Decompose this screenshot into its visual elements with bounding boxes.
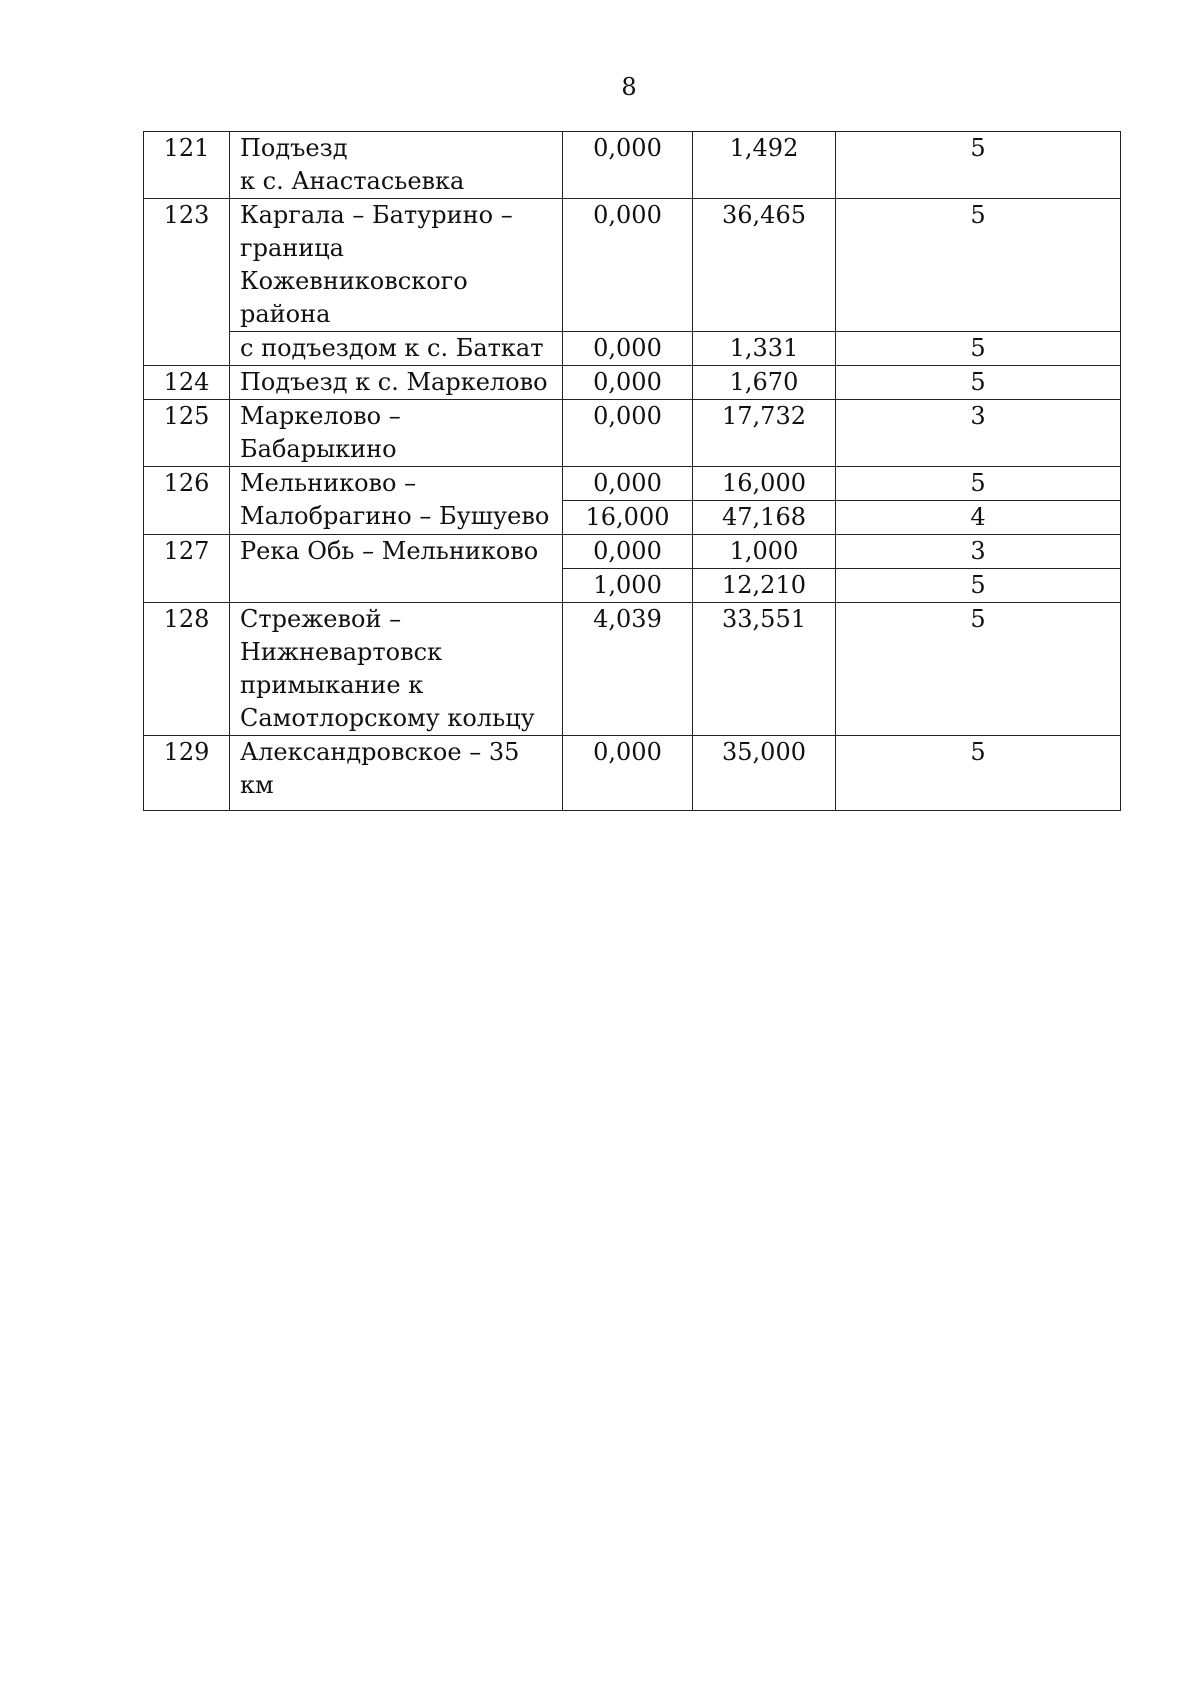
- end-km: 12,210: [693, 569, 836, 603]
- end-km: 33,551: [693, 603, 836, 736]
- end-km: 1,492: [693, 132, 836, 199]
- road-name-line: Маркелово – Бабарыкино: [240, 402, 401, 463]
- road-name: [230, 332, 563, 366]
- end-km: 17,732: [693, 400, 836, 467]
- road-name-line: Подъезд: [240, 134, 348, 162]
- start-km: 0,000: [563, 132, 693, 199]
- road-name-line: граница: [240, 234, 344, 262]
- road-name-line: Александровское – 35 км: [240, 738, 520, 799]
- start-km: 0,000: [563, 332, 693, 366]
- end-km: 1,670: [693, 366, 836, 400]
- roads-table: [143, 131, 1121, 811]
- road-name: [230, 366, 563, 400]
- road-category: 5: [836, 569, 1121, 603]
- road-number: 128: [144, 603, 230, 736]
- end-km: 36,465: [693, 199, 836, 332]
- road-number: 123: [144, 199, 230, 366]
- road-category: 5: [836, 467, 1121, 501]
- road-category: 5: [836, 736, 1121, 811]
- road-name: [230, 603, 563, 736]
- road-name: [230, 400, 563, 467]
- start-km: 0,000: [563, 400, 693, 467]
- road-name-line: с подъездом к с. Баткат: [240, 334, 544, 362]
- table-row: [144, 332, 1121, 366]
- road-name-line: Стрежевой –: [240, 605, 402, 633]
- table-row: [144, 467, 1121, 501]
- road-name-line: Река Обь – Мельниково: [240, 537, 539, 565]
- road-name-line: Подъезд к с. Маркелово: [240, 368, 548, 396]
- road-name-line: Малобрагино – Бушуево: [240, 502, 550, 530]
- road-name: [230, 467, 563, 535]
- road-category: 5: [836, 199, 1121, 332]
- road-number: 121: [144, 132, 230, 199]
- road-category: 3: [836, 535, 1121, 569]
- road-number: 126: [144, 467, 230, 535]
- table-row: [144, 535, 1121, 569]
- start-km: 0,000: [563, 366, 693, 400]
- road-name: [230, 736, 563, 811]
- table-row: [144, 736, 1121, 811]
- end-km: 1,331: [693, 332, 836, 366]
- road-name-line: к с. Анастасьевка: [240, 167, 465, 195]
- road-name: [230, 199, 563, 332]
- road-number: 124: [144, 366, 230, 400]
- end-km: 47,168: [693, 501, 836, 535]
- table-row: [144, 400, 1121, 467]
- end-km: 35,000: [693, 736, 836, 811]
- start-km: 0,000: [563, 736, 693, 811]
- road-category: 5: [836, 603, 1121, 736]
- road-name-line: примыкание к: [240, 671, 424, 699]
- road-category: 5: [836, 332, 1121, 366]
- page-number: 8: [621, 73, 637, 101]
- table-row: [144, 366, 1121, 400]
- table-row: [144, 199, 1121, 332]
- road-name: [230, 535, 563, 603]
- start-km: 0,000: [563, 199, 693, 332]
- road-name-line: Нижневартовск: [240, 638, 443, 666]
- road-category: 3: [836, 400, 1121, 467]
- road-number: 125: [144, 400, 230, 467]
- start-km: 16,000: [563, 501, 693, 535]
- road-name-line: Мельниково –: [240, 469, 417, 497]
- road-number: 129: [144, 736, 230, 811]
- start-km: 0,000: [563, 467, 693, 501]
- table-row: [144, 132, 1121, 199]
- road-category: 4: [836, 501, 1121, 535]
- end-km: 1,000: [693, 535, 836, 569]
- road-number: 127: [144, 535, 230, 603]
- road-name: [230, 132, 563, 199]
- road-category: 5: [836, 132, 1121, 199]
- start-km: 4,039: [563, 603, 693, 736]
- road-name-line: Кожевниковского района: [240, 267, 468, 328]
- road-name-line: Самотлорскому кольцу: [240, 704, 535, 732]
- start-km: 1,000: [563, 569, 693, 603]
- start-km: 0,000: [563, 535, 693, 569]
- road-category: 5: [836, 366, 1121, 400]
- table-row: [144, 603, 1121, 736]
- end-km: 16,000: [693, 467, 836, 501]
- road-name-line: Каргала – Батурино –: [240, 201, 513, 229]
